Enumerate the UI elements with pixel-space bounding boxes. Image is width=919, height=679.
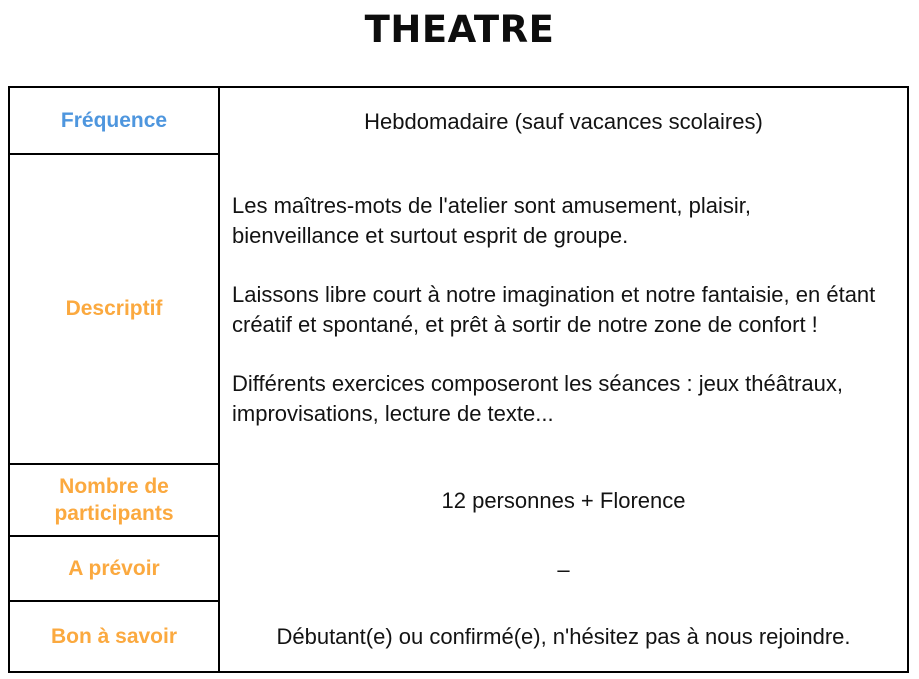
descriptif-paragraph-3: Différents exercices composeront les séances : jeux théâtraux, improvisations, lecture de texte... <box>232 371 844 426</box>
bon-a-savoir-value: Débutant(e) ou confirmé(e), n'hésitez pas à nous rejoindre. <box>276 623 851 649</box>
row-label-descriptif: Descriptif <box>10 155 220 465</box>
a-prevoir-value: – <box>557 556 570 582</box>
row-label-bon-a-savoir: Bon à savoir <box>10 602 220 671</box>
frequence-value: Hebdomadaire (sauf vacances scolaires) <box>364 108 763 134</box>
descriptif-value <box>220 155 907 465</box>
row-label-nombre-participants: Nombre de participants <box>10 465 220 537</box>
descriptif-paragraph-2: Laissons libre court à notre imagination et notre fantaisie, en étant créatif et spontané, et prêt à sortir de notre zone de confort ! <box>232 282 876 337</box>
row-label-a-prevoir: A prévoir <box>10 537 220 602</box>
activity-info-table <box>8 86 909 673</box>
page-title: THEATRE <box>364 8 555 51</box>
descriptif-paragraph-1: Les maîtres-mots de l'atelier sont amusement, plaisir, bienveillance et surtout esprit de groupe. <box>232 193 751 248</box>
row-label-frequence: Fréquence <box>10 88 220 155</box>
nombre-participants-value: 12 personnes + Florence <box>441 488 686 513</box>
